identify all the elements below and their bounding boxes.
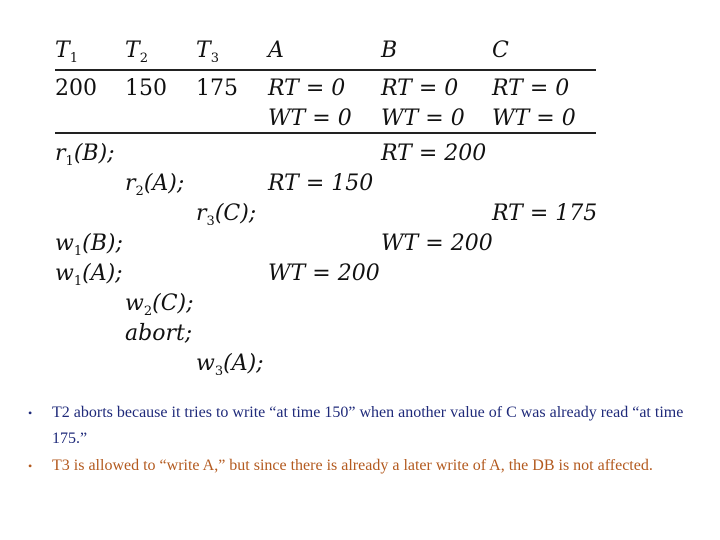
rt-initial-a: RT = 0 (268, 76, 346, 101)
step-w1-a: $w_1(A)$; (55, 261, 123, 289)
timestamp-t3: 175 (196, 76, 238, 101)
effect-wt-b: WT = 200 (381, 231, 493, 256)
effect-rt-c: RT = 175 (492, 201, 598, 226)
rt-initial-c: RT = 0 (492, 76, 570, 101)
body-rule (55, 132, 596, 134)
step-w1-b: $w_1(B)$; (55, 231, 123, 259)
wt-initial-c: WT = 0 (492, 106, 576, 131)
step-w2-c: $w_2(C)$; (125, 291, 194, 319)
wt-initial-b: WT = 0 (381, 106, 465, 131)
bullet-marker: • (28, 406, 33, 420)
timestamp-t1: 200 (55, 76, 97, 101)
step-abort: abort; (125, 321, 193, 346)
effect-rt-a: RT = 150 (268, 171, 374, 196)
step-r1-b: $r_1(B)$; (55, 141, 115, 169)
explanation-list (28, 400, 708, 480)
step-w3-a: $w_3(A)$; (196, 351, 264, 379)
header-t3: $T_3$ (196, 38, 219, 66)
bullet-text: T2 aborts because it tries to write “at time 150” when another value of C was already read “at time 175.” (52, 404, 684, 447)
header-b: B (381, 38, 398, 63)
step-r2-a: $r_2(A)$; (125, 171, 185, 199)
effect-rt-b: RT = 200 (381, 141, 487, 166)
bullet-text: T3 is allowed to “write A,” but since there is already a later write of A, the DB is not affected. (52, 457, 653, 474)
bullet-item-write (28, 453, 708, 479)
timestamp-t2: 150 (125, 76, 167, 101)
header-c: C (492, 38, 509, 63)
wt-initial-a: WT = 0 (268, 106, 352, 131)
rt-initial-b: RT = 0 (381, 76, 459, 101)
bullet-marker: • (28, 459, 33, 473)
header-a: A (268, 38, 284, 63)
header-rule (55, 69, 596, 71)
bullet-item-abort (28, 400, 708, 452)
effect-wt-a: WT = 200 (268, 261, 380, 286)
step-r3-c: $r_3(C)$; (196, 201, 257, 229)
header-t1: $T_1$ (55, 38, 78, 66)
header-t2: $T_2$ (125, 38, 148, 66)
